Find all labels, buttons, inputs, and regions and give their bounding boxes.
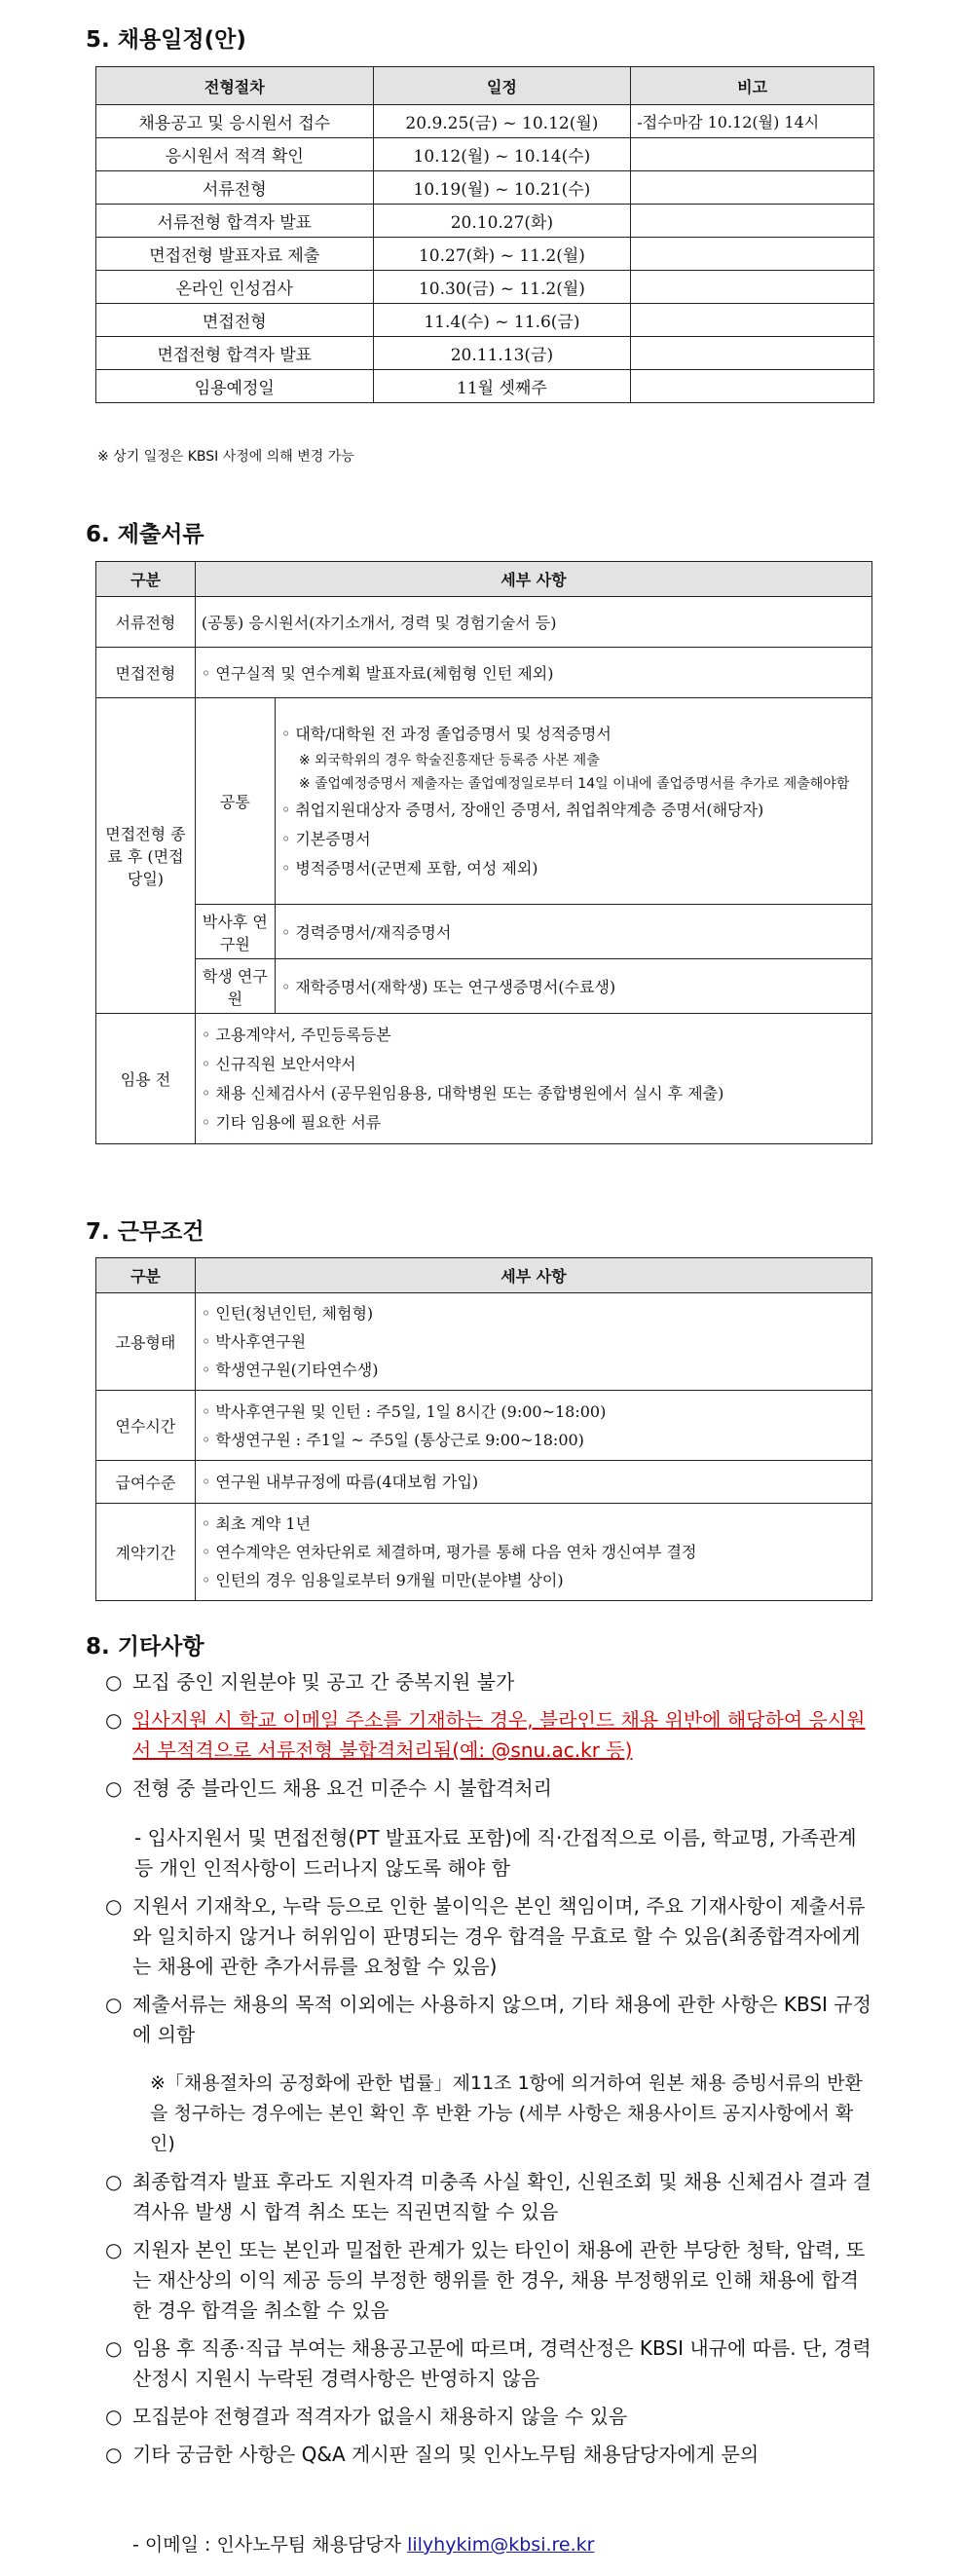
misc-subitem-text: - 입사지원서 및 면접전형(PT 발표자료 포함)에 직·간접적으로 이름, 학교명, 가족관계 등 개인 인적사항이 드러나지 않도록 해야 함	[134, 1826, 857, 1880]
schedule-step: 임용예정일	[96, 370, 374, 403]
table-row	[96, 1014, 872, 1144]
table-row	[96, 337, 874, 370]
documents-header-details: 세부 사항	[195, 562, 871, 597]
schedule-header-step: 전형절차	[96, 67, 374, 105]
schedule-remark	[631, 171, 874, 205]
schedule-step: 채용공고 및 응시원서 접수	[96, 105, 374, 138]
circle-bullet-icon: ○	[105, 1776, 123, 1800]
documents-sub-label: 공통	[195, 698, 275, 905]
misc-item-text: 임용 후 직종·직급 부여는 채용공고문에 따르며, 경력산정은 KBSI 내규에 따름. 단, 경력산정시 지원시 누락된 경력사항은 반영하지 않음	[132, 2336, 871, 2390]
documents-section-title: 6. 제출서류	[86, 522, 204, 547]
circle-bullet-icon: ○	[105, 2238, 123, 2261]
list-item: ◦ 병적증명서(군면제 포함, 여성 제외)	[280, 858, 538, 877]
misc-item-text-warning: 입사지원 시 학교 이메일 주소를 기재하는 경우, 블라인드 채용 위반에 해당하여 응시원서 부적격으로 서류전형 불합격처리됨(예: @snu.ac.kr 등)	[132, 1708, 866, 1762]
circle-bullet-icon: ○	[105, 2443, 123, 2466]
list-item	[105, 2440, 874, 2470]
table-row	[96, 205, 874, 238]
list-item	[105, 2069, 874, 2159]
table-row	[96, 648, 872, 698]
misc-section-title: 8. 기타사항	[86, 1634, 204, 1660]
list-item: ※ 졸업예정증명서 제출자는 졸업예정일로부터 14일 이내에 졸업증명서를 추가로 제출해야함	[298, 775, 850, 792]
circle-bullet-icon: ○	[105, 1993, 123, 2016]
schedule-remark	[631, 271, 874, 304]
work-header-row	[96, 1258, 872, 1293]
schedule-table	[95, 66, 874, 403]
table-row	[96, 1293, 872, 1391]
table-row	[96, 138, 874, 171]
work-row-label: 계약기간	[96, 1504, 196, 1601]
schedule-date: 20.9.25(금) ~ 10.12(월)	[373, 105, 631, 138]
list-item: ◦ 박사후연구원 및 인턴 : 주5일, 1일 8시간 (9:00~18:00)	[201, 1401, 607, 1421]
table-row	[96, 271, 874, 304]
schedule-step: 서류전형 합격자 발표	[96, 205, 374, 238]
misc-item-text: 지원서 기재착오, 누락 등으로 인한 불이익은 본인 책임이며, 주요 기재사항이 제출서류와 일치하지 않거나 허위임이 판명되는 경우 합격을 무효로 할 수 있음(최종합격자에게는 채용에 관한 추가서류를 요청할 수 있음)	[132, 1894, 866, 1978]
documents-header-category: 구분	[96, 562, 196, 597]
list-item: ◦ 학생연구원(기타연수생)	[201, 1361, 379, 1379]
list-item	[105, 2333, 874, 2394]
circle-bullet-icon: ○	[105, 2170, 123, 2193]
contact-line	[132, 2530, 594, 2557]
schedule-step: 온라인 인성검사	[96, 271, 374, 304]
table-row	[96, 238, 874, 271]
schedule-header-date: 일정	[373, 67, 631, 105]
documents-sub-label: 박사후 연구원	[195, 905, 275, 959]
schedule-step: 면접전형 합격자 발표	[96, 337, 374, 370]
misc-item-text: 최종합격자 발표 후라도 지원자격 미충족 사실 확인, 신원조회 및 채용 신체검사 결과 결격사유 발생 시 합격 취소 또는 직권면직할 수 있음	[132, 2170, 871, 2223]
list-item: ※ 외국학위의 경우 학술진흥재단 등록증 사본 제출	[298, 752, 600, 768]
list-item: ◦ 고용계약서, 주민등록등본	[201, 1025, 391, 1044]
work-header-category: 구분	[96, 1258, 196, 1293]
misc-item-text: 기타 궁금한 사항은 Q&A 게시판 질의 및 인사노무팀 채용담당자에게 문의	[132, 2443, 760, 2466]
schedule-step: 서류전형	[96, 171, 374, 205]
documents-row-label: 면접전형	[96, 648, 196, 698]
list-item: ◦ 신규직원 보안서약서	[201, 1054, 356, 1073]
misc-item-text: 모집 중인 지원분야 및 공고 간 중복지원 불가	[132, 1670, 515, 1694]
circle-bullet-icon: ○	[105, 1708, 123, 1732]
table-row	[96, 1461, 872, 1504]
schedule-remark	[631, 238, 874, 271]
list-item: ◦ 취업지원대상자 증명서, 장애인 증명서, 취업취약계층 증명서(해당자)	[280, 800, 764, 819]
work-table	[95, 1257, 872, 1601]
schedule-remark	[631, 205, 874, 238]
list-item: ◦ 인턴의 경우 임용일로부터 9개월 미만(분야별 상이)	[201, 1571, 564, 1589]
circle-bullet-icon: ○	[105, 1670, 123, 1694]
list-item: ◦ 인턴(청년인턴, 체험형)	[201, 1304, 374, 1323]
schedule-date: 11.4(수) ~ 11.6(금)	[373, 304, 631, 337]
misc-list	[105, 1667, 874, 2470]
list-item: ◦ 기본증명서	[280, 829, 371, 848]
misc-item-text: 지원자 본인 또는 본인과 밀접한 관계가 있는 타인이 채용에 관한 부당한 청탁, 압력, 또는 재산상의 이익 제공 등의 부정한 행위를 한 경우, 채용 부정행위로 인해 채용에 합격한 경우 합격을 취소할 수 있음	[132, 2238, 866, 2322]
schedule-header-remark: 비고	[631, 67, 874, 105]
list-item: ◦ 채용 신체검사서 (공무원임용용, 대학병원 또는 종합병원에서 실시 후 제출)	[201, 1083, 724, 1102]
table-row	[96, 1504, 872, 1601]
schedule-section-title: 5. 채용일정(안)	[86, 27, 246, 53]
list-item: ◦ 대학/대학원 전 과정 졸업증명서 및 성적증명서	[280, 724, 612, 743]
list-item	[105, 1667, 874, 1698]
contact-email-link[interactable]: lilyhykim@kbsi.re.kr	[407, 2534, 595, 2556]
work-row-text	[195, 1504, 871, 1601]
schedule-remark	[631, 304, 874, 337]
list-item	[105, 1705, 874, 1766]
documents-header-row	[96, 562, 872, 597]
list-item: ◦ 기타 임용에 필요한 서류	[201, 1112, 382, 1132]
schedule-remark	[631, 337, 874, 370]
schedule-remark	[631, 370, 874, 403]
documents-row-text: ◦ 재학증명서(재학생) 또는 연구생증명서(수료생)	[275, 959, 871, 1014]
circle-bullet-icon: ○	[105, 2405, 123, 2428]
misc-item-text: 전형 중 블라인드 채용 요건 미준수 시 불합격처리	[132, 1776, 552, 1800]
table-row	[96, 304, 874, 337]
schedule-date: 10.12(월) ~ 10.14(수)	[373, 138, 631, 171]
schedule-step: 응시원서 적격 확인	[96, 138, 374, 171]
work-row-label: 고용형태	[96, 1293, 196, 1391]
list-item: ◦ 연수계약은 연차단위로 체결하며, 평가를 통해 다음 연차 갱신여부 결정	[201, 1543, 697, 1561]
list-item: ◦ 연구원 내부규정에 따름(4대보험 가입)	[201, 1473, 479, 1491]
schedule-date: 10.19(월) ~ 10.21(수)	[373, 171, 631, 205]
schedule-footnote: ※ 상기 일정은 KBSI 사정에 의해 변경 가능	[97, 449, 354, 465]
schedule-remark	[631, 138, 874, 171]
contact-label: - 이메일 : 인사노무팀 채용담당자	[132, 2534, 402, 2556]
work-row-label: 급여수준	[96, 1461, 196, 1504]
table-row	[96, 1391, 872, 1461]
work-section-title: 7. 근무조건	[86, 1219, 204, 1245]
documents-table	[95, 561, 872, 1144]
schedule-date: 20.11.13(금)	[373, 337, 631, 370]
work-row-text	[195, 1461, 871, 1504]
documents-row-label: 서류전형	[96, 597, 196, 648]
documents-row-text: ◦ 경력증명서/재직증명서	[275, 905, 871, 959]
work-row-text	[195, 1293, 871, 1391]
list-item: ◦ 박사후연구원	[201, 1332, 307, 1351]
schedule-date: 10.27(화) ~ 11.2(월)	[373, 238, 631, 271]
table-row	[96, 959, 872, 1014]
schedule-step: 면접전형 발표자료 제출	[96, 238, 374, 271]
table-row	[96, 905, 872, 959]
documents-pre-appointment-list	[195, 1014, 871, 1144]
table-row	[96, 597, 872, 648]
documents-row-text: (공통) 응시원서(자기소개서, 경력 및 경험기술서 등)	[195, 597, 871, 648]
table-row	[96, 171, 874, 205]
misc-item-text: 모집분야 전형결과 적격자가 없을시 채용하지 않을 수 있음	[132, 2405, 628, 2428]
list-item	[105, 1990, 874, 2050]
documents-row-text: ◦ 연구실적 및 연수계획 발표자료(체험형 인턴 제외)	[195, 648, 871, 698]
list-item	[105, 2402, 874, 2432]
documents-row-label: 면접전형 종료 후 (면접당일)	[96, 698, 196, 1014]
schedule-header-row	[96, 67, 874, 105]
documents-common-list	[275, 698, 871, 905]
table-row	[96, 105, 874, 138]
table-row	[96, 698, 872, 905]
schedule-remark: -접수마감 10.12(월) 14시	[631, 105, 874, 138]
work-row-label: 연수시간	[96, 1391, 196, 1461]
schedule-date: 20.10.27(화)	[373, 205, 631, 238]
documents-row-label: 임용 전	[96, 1014, 196, 1144]
work-header-details: 세부 사항	[195, 1258, 871, 1293]
list-item	[105, 2167, 874, 2227]
table-row	[96, 370, 874, 403]
misc-item-text: 제출서류는 채용의 목적 이외에는 사용하지 않으며, 기타 채용에 관한 사항은 KBSI 규정에 의함	[132, 1993, 871, 2046]
schedule-date: 11월 셋째주	[373, 370, 631, 403]
schedule-date: 10.30(금) ~ 11.2(월)	[373, 271, 631, 304]
list-item	[105, 1773, 874, 1804]
list-item	[105, 1823, 874, 1884]
list-item	[105, 2235, 874, 2326]
circle-bullet-icon: ○	[105, 1894, 123, 1918]
schedule-step: 면접전형	[96, 304, 374, 337]
list-item	[105, 1891, 874, 1982]
circle-bullet-icon: ○	[105, 2336, 123, 2360]
list-item: ◦ 학생연구원 : 주1일 ~ 주5일 (통상근로 9:00~18:00)	[201, 1430, 584, 1449]
list-item: ◦ 최초 계약 1년	[201, 1514, 312, 1533]
work-row-text	[195, 1391, 871, 1461]
misc-note-text: ※「채용절차의 공정화에 관한 법률」제11조 1항에 의거하여 원본 채용 증빙서류의 반환을 청구하는 경우에는 본인 확인 후 반환 가능 (세부 사항은 채용사이트 공지사항에서 확인)	[150, 2072, 863, 2154]
documents-sub-label: 학생 연구원	[195, 959, 275, 1014]
